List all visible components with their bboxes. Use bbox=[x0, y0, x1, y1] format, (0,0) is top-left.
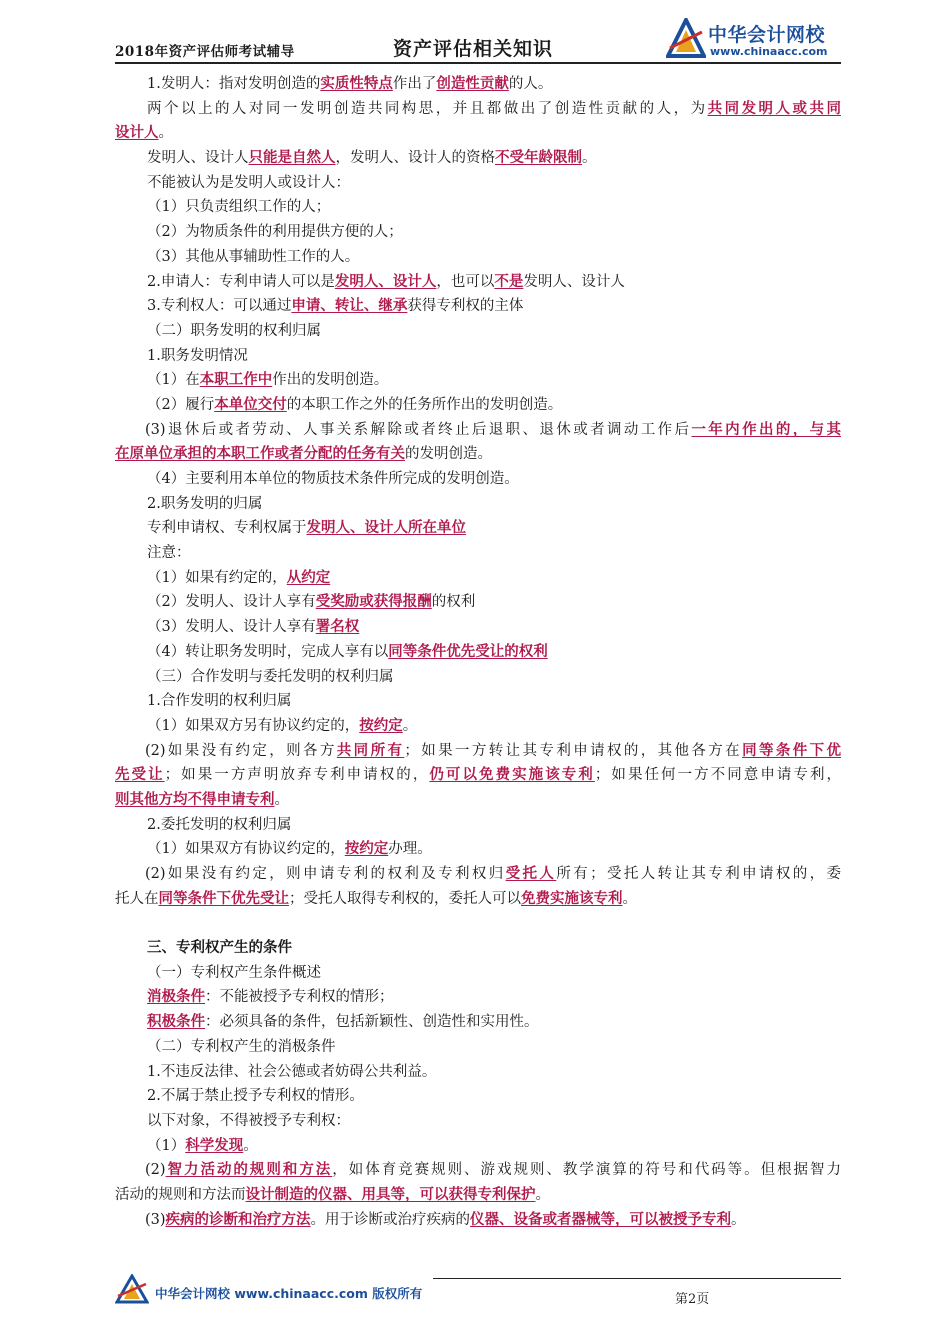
footer-copyright: 中华会计网校 www.chinaacc.com 版权所有 bbox=[155, 1286, 423, 1301]
highlighted-keyword: 先受让 bbox=[115, 766, 165, 784]
text-line bbox=[115, 837, 841, 862]
text-run: （1）如果双方另有协议约定的， bbox=[147, 717, 360, 734]
highlighted-keyword: 实质性特点 bbox=[320, 75, 393, 92]
text-run: 活动的规则和方法而 bbox=[115, 1186, 246, 1203]
text-run: 1.合作发明的权利归属 bbox=[147, 693, 292, 710]
text-line bbox=[115, 146, 841, 171]
text-line bbox=[115, 1084, 841, 1109]
highlighted-keyword: 共同所有 bbox=[336, 741, 405, 759]
text-line bbox=[115, 270, 841, 295]
text-run: 三、专利权产生的条件 bbox=[147, 939, 292, 957]
text-run: 。 bbox=[158, 125, 173, 142]
text-run: 。 bbox=[243, 1137, 258, 1154]
text-run: （三）合作发明与委托发明的权利归属 bbox=[147, 668, 394, 685]
footer-logo-icon bbox=[115, 1274, 149, 1306]
highlighted-keyword: 创造性贡献 bbox=[436, 75, 509, 92]
text-line bbox=[115, 640, 841, 665]
text-run: ；受托人取得专利权的，委托人可以 bbox=[289, 890, 521, 907]
text-run: （2）履行 bbox=[147, 396, 215, 413]
highlighted-keyword: 不受年龄限制 bbox=[495, 149, 582, 167]
text-line bbox=[115, 294, 841, 319]
text-run: ：不能被授予专利权的情形； bbox=[205, 989, 394, 1006]
text-line bbox=[115, 1010, 841, 1035]
text-line bbox=[115, 368, 841, 393]
text-run: 作出了 bbox=[392, 76, 437, 92]
logo-url: www.chinaacc.com bbox=[710, 45, 828, 58]
text-line bbox=[115, 1158, 841, 1183]
highlighted-keyword: 按约定 bbox=[344, 840, 389, 858]
text-line bbox=[115, 418, 841, 443]
text-run: 获得专利权的主体 bbox=[407, 298, 524, 315]
text-line bbox=[115, 813, 841, 838]
text-run: 的权利 bbox=[431, 594, 476, 611]
highlighted-keyword: 则其他方均不得申请专利 bbox=[115, 790, 275, 808]
text-line bbox=[115, 541, 841, 566]
text-line bbox=[115, 344, 841, 369]
text-run: （1）如果有约定的， bbox=[147, 569, 287, 586]
text-line bbox=[115, 665, 841, 690]
highlighted-keyword: 按约定 bbox=[359, 716, 403, 734]
document-body bbox=[115, 72, 841, 1232]
text-run: 3.专利权人：可以通过 bbox=[147, 298, 292, 315]
highlighted-keyword: 科学发现 bbox=[185, 1136, 244, 1154]
text-run: （一）专利权产生条件概述 bbox=[147, 964, 321, 981]
text-run: 发明人、设计人 bbox=[147, 150, 249, 167]
highlighted-keyword: 仪器、设备或者器械等，可以被授予专利 bbox=[470, 1210, 732, 1228]
text-run: 。用于诊断或治疗疾病的 bbox=[310, 1211, 471, 1228]
header-divider bbox=[115, 62, 841, 64]
text-line bbox=[115, 936, 841, 961]
text-line bbox=[115, 590, 841, 615]
text-line bbox=[115, 467, 841, 492]
text-run: 。 bbox=[731, 1211, 746, 1228]
text-run: （3）发明人、设计人享有 bbox=[147, 619, 316, 636]
highlighted-keyword: 受托人 bbox=[505, 865, 557, 882]
text-line bbox=[115, 245, 841, 270]
text-run: ，也可以 bbox=[436, 273, 495, 290]
text-run: 。 bbox=[402, 717, 418, 734]
highlighted-keyword: 发明人、设计人所在单位 bbox=[306, 519, 466, 537]
text-run: 2.委托发明的权利归属 bbox=[147, 816, 292, 833]
text-run: （1） bbox=[147, 1137, 186, 1154]
text-run: （1）在 bbox=[147, 372, 200, 389]
text-run: （二）专利权产生的消极条件 bbox=[147, 1038, 336, 1055]
text-run: 。 bbox=[535, 1186, 550, 1203]
text-line bbox=[115, 739, 841, 764]
page-number: 第2页 bbox=[675, 1292, 710, 1307]
exam-guide-title: 2018年资产评估师考试辅导 bbox=[115, 44, 295, 60]
text-run: 2.申请人：专利申请人可以是 bbox=[147, 273, 335, 290]
highlighted-keyword: 从约定 bbox=[286, 568, 331, 586]
text-run: 两个以上的人对同一发明创造共同构思，并且都做出了创造性贡献的人，为 bbox=[147, 100, 708, 117]
text-run: ；如果一方声明放弃专利申请权的， bbox=[164, 767, 430, 784]
footer-divider bbox=[433, 1278, 841, 1279]
highlighted-keyword: 同等条件下优先受让 bbox=[158, 889, 289, 907]
text-run: 的人。 bbox=[508, 76, 553, 92]
text-line bbox=[115, 220, 841, 245]
highlighted-keyword: 同等条件下优 bbox=[742, 741, 842, 759]
text-run: 1.发明人：指对发明创造的 bbox=[147, 76, 321, 92]
text-run: （二）职务发明的权利归属 bbox=[147, 322, 321, 339]
text-run: 。 bbox=[274, 791, 289, 808]
text-run: 的发明创造。 bbox=[405, 446, 492, 463]
text-run: ；如果一方转让其专利申请权的，其他各方在 bbox=[404, 742, 743, 759]
text-run: 作出的发明创造。 bbox=[272, 372, 389, 389]
text-run: （3）其他从事辅助性工作的人。 bbox=[147, 248, 360, 265]
text-line bbox=[115, 862, 841, 887]
text-run: （1）只负责组织工作的人； bbox=[147, 199, 331, 216]
text-run: 1.不违反法律、社会公德或者妨碍公共利益。 bbox=[147, 1063, 437, 1080]
text-run: ：必须具备的条件，包括新颖性、创造性和实用性。 bbox=[205, 1014, 539, 1031]
text-line bbox=[115, 319, 841, 344]
text-line bbox=[115, 121, 841, 146]
highlighted-keyword: 一年内作出的，与其 bbox=[691, 420, 841, 438]
highlighted-keyword: 仍可以免费实施该专利 bbox=[429, 766, 595, 784]
highlighted-keyword: 疾病的诊断和治疗方法 bbox=[165, 1210, 311, 1228]
text-run: ，发明人、设计人的资格 bbox=[335, 150, 495, 167]
text-line bbox=[115, 689, 841, 714]
text-line bbox=[115, 788, 841, 813]
text-line bbox=[115, 1183, 841, 1208]
text-run: (2)如果没有约定，则申请专利的权利及专利权归 bbox=[145, 866, 506, 882]
text-run: 发明人、设计人 bbox=[523, 273, 625, 290]
text-run: (3) bbox=[145, 1211, 166, 1228]
page-footer bbox=[115, 1270, 841, 1310]
blank-line bbox=[115, 911, 841, 936]
text-line bbox=[115, 615, 841, 640]
highlighted-keyword: 不是 bbox=[494, 272, 524, 290]
highlighted-keyword: 消极条件 bbox=[147, 988, 205, 1006]
text-line bbox=[115, 492, 841, 517]
subject-title: 资产评估相关知识 bbox=[393, 38, 554, 60]
text-run: (3)退休后或者劳动、人事关系解除或者终止后退职、退休或者调动工作后 bbox=[145, 421, 692, 438]
text-line bbox=[115, 171, 841, 196]
text-line bbox=[115, 1109, 841, 1134]
text-run: 托人在 bbox=[115, 890, 159, 907]
highlighted-keyword: 只能是自然人 bbox=[248, 149, 336, 167]
text-run: （2）发明人、设计人享有 bbox=[147, 594, 316, 611]
highlighted-keyword: 受奖励或获得报酬 bbox=[315, 593, 432, 611]
text-line bbox=[115, 1035, 841, 1060]
text-run: 注意： bbox=[147, 545, 191, 562]
highlighted-keyword: 发明人、设计人 bbox=[334, 272, 437, 290]
logo-triangle-icon bbox=[666, 18, 706, 60]
text-run: (2)如果没有约定，则各方 bbox=[145, 742, 337, 759]
highlighted-keyword: 申请、转让、继承 bbox=[291, 297, 408, 315]
logo-name: 中华会计网校 bbox=[708, 24, 826, 46]
text-run: 所有；受托人转让其专利申请权的，委 bbox=[556, 866, 842, 882]
highlighted-keyword: 同等条件优先受让的权利 bbox=[388, 642, 548, 660]
text-line bbox=[115, 714, 841, 739]
text-run: ；如果任何一方不同意申请专利， bbox=[594, 767, 842, 784]
text-run: （4）转让职务发明时，完成人享有以 bbox=[147, 643, 389, 660]
highlighted-keyword: 在原单位承担的本职工作或者分配的任务有关 bbox=[115, 445, 405, 463]
text-line bbox=[115, 393, 841, 418]
text-run: 2.不属于禁止授予专利权的情形。 bbox=[147, 1088, 364, 1105]
text-run: 。 bbox=[582, 150, 597, 167]
text-run: 办理。 bbox=[388, 841, 432, 858]
text-line bbox=[115, 566, 841, 591]
chinaacc-logo[interactable] bbox=[666, 18, 841, 62]
page-header bbox=[115, 18, 841, 64]
text-line bbox=[115, 1134, 841, 1159]
text-run: （1）如果双方有协议约定的， bbox=[147, 841, 345, 858]
text-line bbox=[115, 1060, 841, 1085]
highlighted-keyword: 积极条件 bbox=[147, 1013, 205, 1031]
text-line bbox=[115, 763, 841, 788]
text-line bbox=[115, 195, 841, 220]
highlighted-keyword: 免费实施该专利 bbox=[521, 889, 623, 907]
highlighted-keyword: 智力活动的规则和方法 bbox=[165, 1161, 333, 1179]
text-run: (2) bbox=[145, 1162, 166, 1179]
text-line bbox=[115, 985, 841, 1010]
text-line bbox=[115, 1208, 841, 1233]
text-run: （2）为物质条件的利用提供方便的人； bbox=[147, 224, 403, 241]
text-line bbox=[115, 961, 841, 986]
text-run: 的本职工作之外的任务所作出的发明创造。 bbox=[286, 396, 563, 413]
text-line bbox=[115, 516, 841, 541]
text-line bbox=[115, 442, 841, 467]
highlighted-keyword: 设计制造的仪器、用具等，可以获得专利保护 bbox=[245, 1185, 536, 1203]
text-run: 以下对象，不得被授予专利权： bbox=[147, 1112, 350, 1129]
highlighted-keyword: 署名权 bbox=[315, 618, 360, 636]
text-run: 2.职务发明的归属 bbox=[147, 495, 263, 512]
text-run: 不能被认为是发明人或设计人： bbox=[147, 174, 350, 191]
highlighted-keyword: 本职工作中 bbox=[199, 371, 273, 389]
text-run: 专利申请权、专利权属于 bbox=[147, 520, 307, 537]
highlighted-keyword: 设计人 bbox=[115, 124, 159, 142]
highlighted-keyword: 本单位交付 bbox=[214, 395, 287, 413]
highlighted-keyword: 共同发明人或共同 bbox=[707, 99, 842, 117]
text-run: 1.职务发明情况 bbox=[147, 347, 248, 364]
text-run: 。 bbox=[622, 890, 637, 907]
text-line bbox=[115, 72, 841, 97]
text-run: （4）主要利用本单位的物质技术条件所完成的发明创造。 bbox=[147, 471, 519, 487]
text-line bbox=[115, 887, 841, 912]
text-line bbox=[115, 97, 841, 122]
text-run: ，如体育竞赛规则、游戏规则、教学演算的符号和代码等。但根据智力 bbox=[332, 1162, 841, 1179]
